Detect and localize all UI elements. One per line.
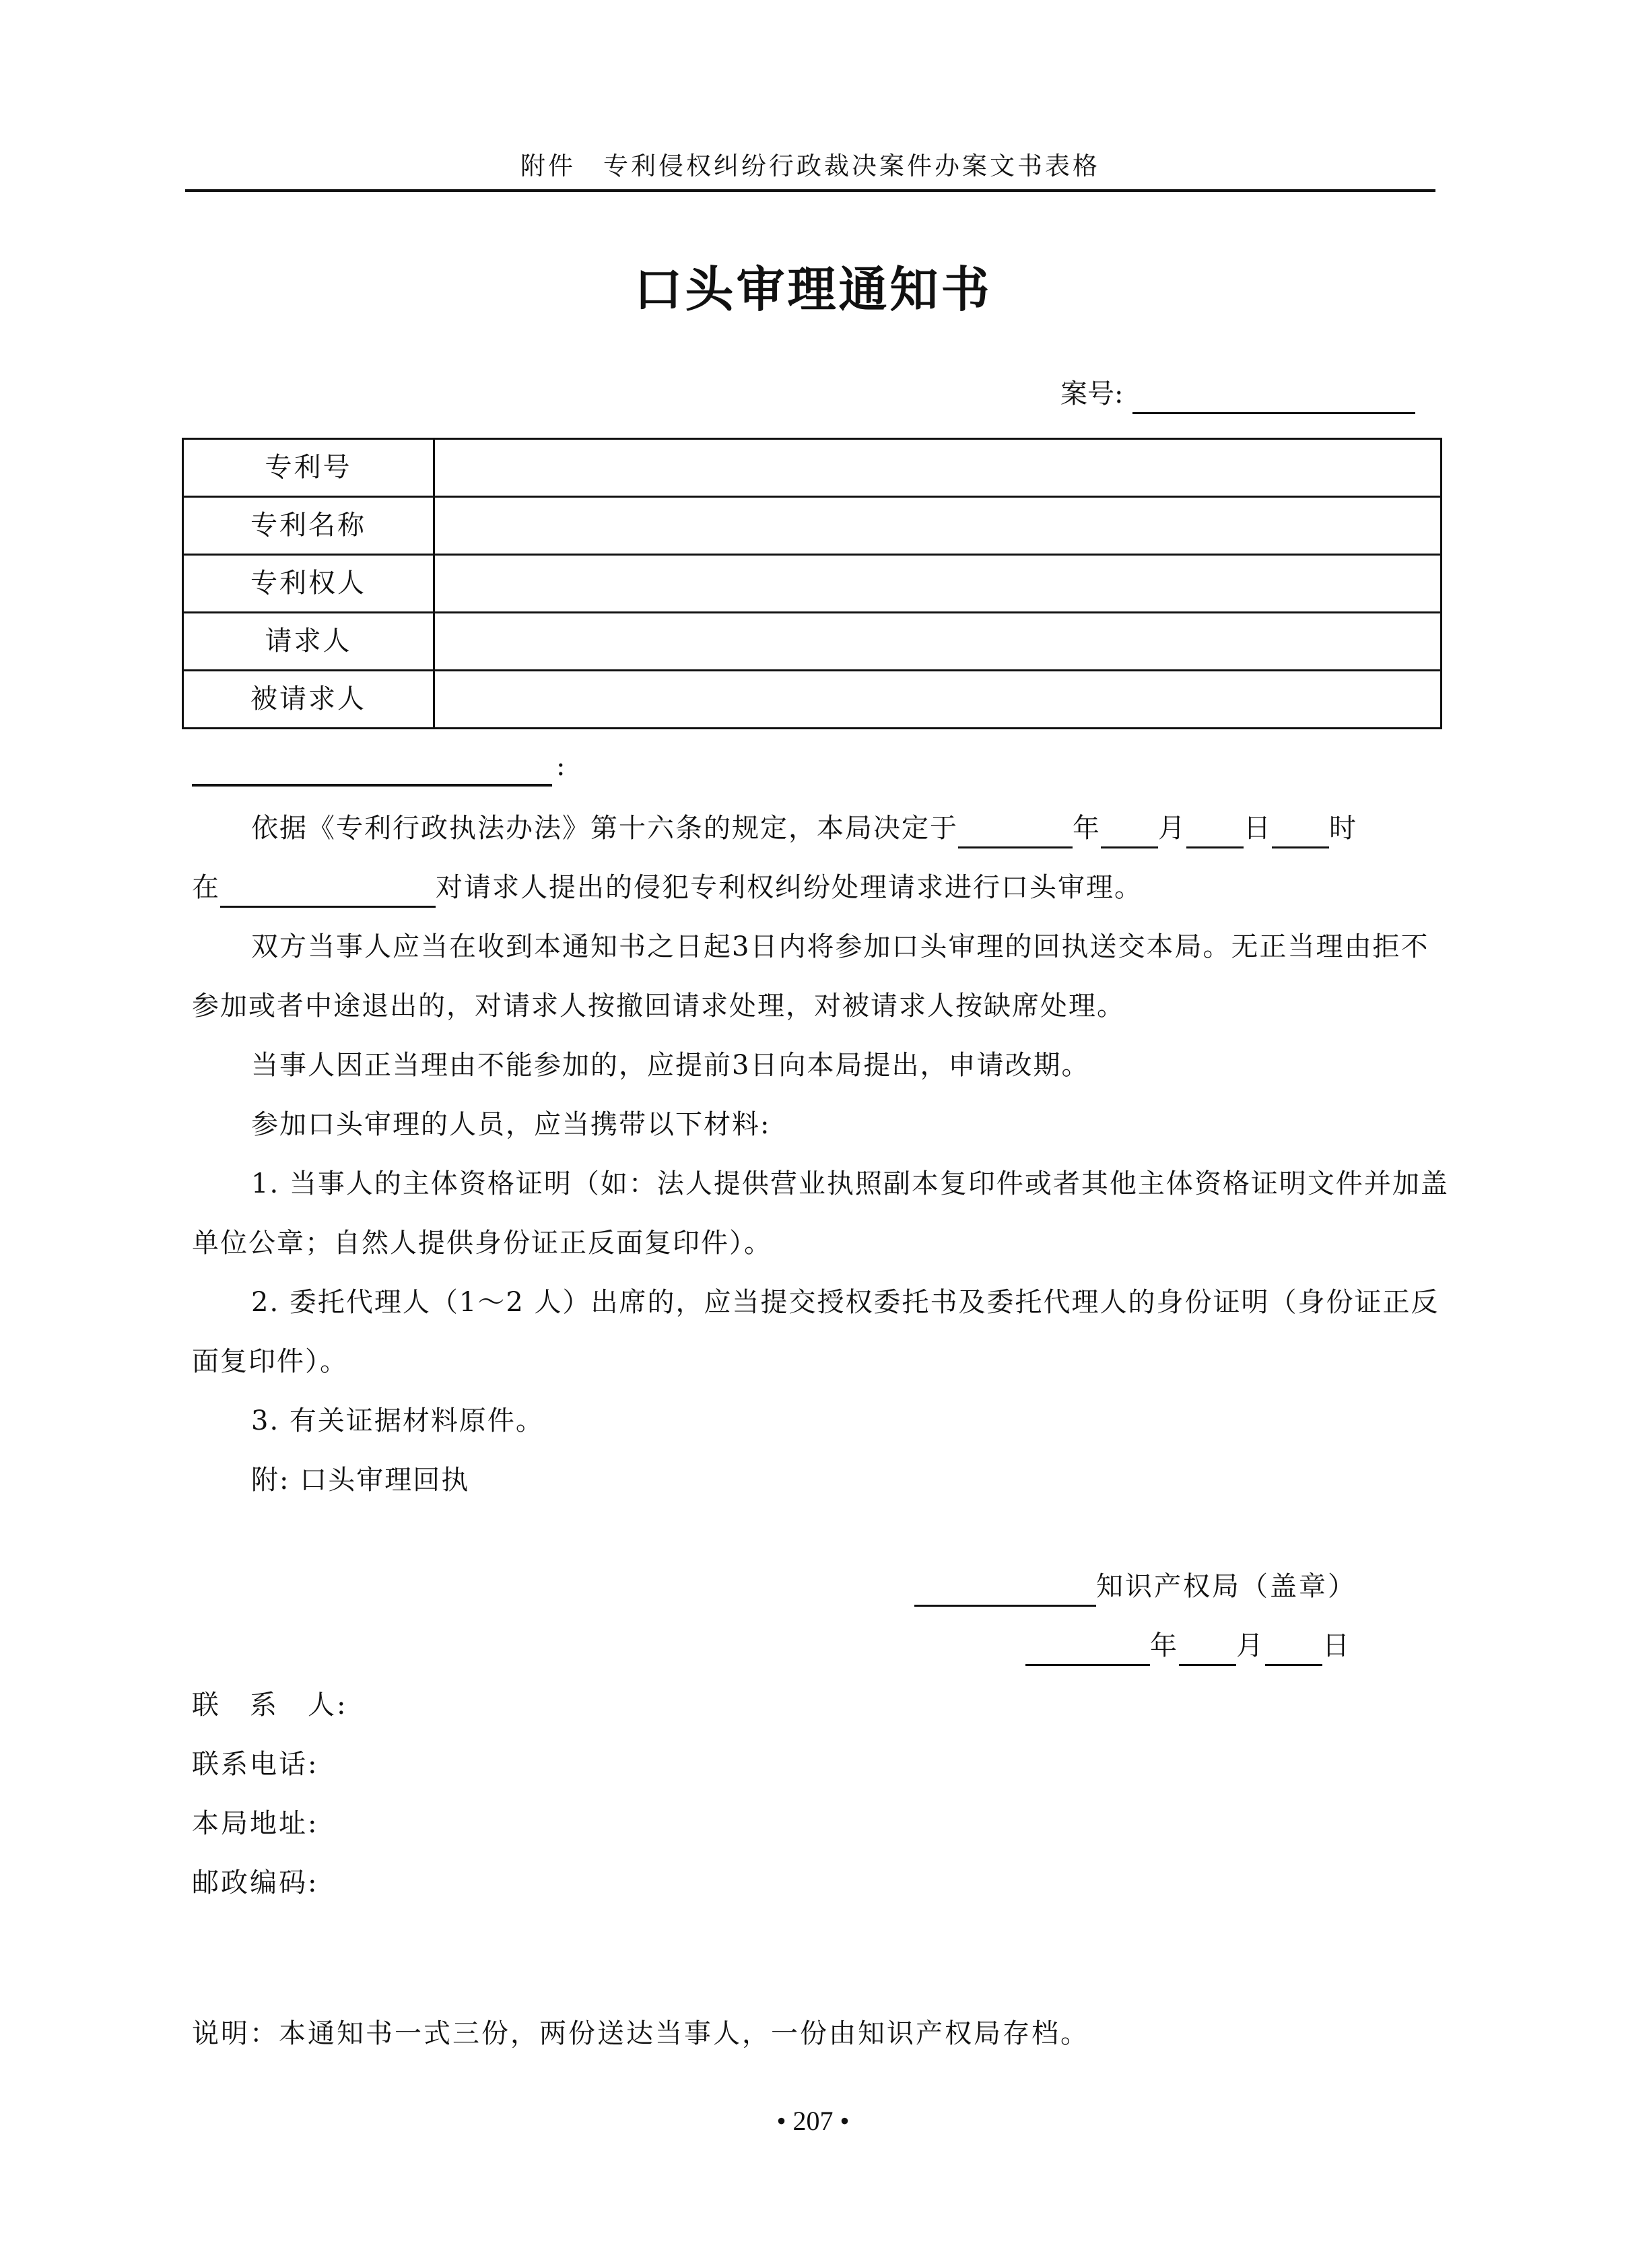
paragraph-text: 对请求人提出的侵犯专利权纠纷处理请求进行口头审理。 [436,872,1143,903]
attachment-line: 附: 口头审理回执 [251,1465,470,1496]
row-label-patent-no: 专利号 [183,439,434,497]
list-item-3: 3. 有关证据材料原件。 [251,1405,544,1436]
office-address: 本局地址: [192,1808,319,1839]
page-number: • 207 • [776,2106,850,2136]
contact-phone: 联系电话: [192,1749,319,1780]
case-number-label: 案号: [1060,378,1124,409]
footnote: 说明：本通知书一式三份，两份送达当事人，一份由知识产权局存档。 [192,2018,1089,2049]
addressee [192,746,565,787]
row-label-respondent: 被请求人 [183,671,434,729]
table-row [183,671,1442,729]
addressee-field[interactable] [192,752,552,787]
location-prefix: 在 [192,872,220,903]
sign-month-label: 月 [1236,1630,1265,1661]
row-value-respondent[interactable] [434,671,1442,729]
sign-day-field[interactable] [1265,1633,1322,1666]
list-item-2-line-1: 2. 委托代理人（1～2 人）出席的，应当提交授权委托书及委托代理人的身份证明（身份证正反 [251,1287,1439,1318]
paragraph-4: 参加口头审理的人员，应当携带以下材料: [251,1109,771,1140]
list-item-2-line-2: 面复印件）。 [192,1346,348,1377]
paragraph-text: 依据《专利行政执法办法》第十六条的规定，本局决定于 [251,813,958,844]
hour-label: 时 [1329,813,1357,844]
row-value-requester[interactable] [434,613,1442,671]
row-label-patent-name: 专利名称 [183,497,434,555]
row-value-patent-no[interactable] [434,439,1442,497]
month-label: 月 [1158,813,1186,844]
signature-date [1025,1626,1351,1666]
office-label: 知识产权局（盖章） [1096,1571,1357,1602]
sign-month-field[interactable] [1179,1633,1236,1666]
row-value-patent-name[interactable] [434,497,1442,555]
header-divider [185,189,1435,192]
sign-year-field[interactable] [1025,1633,1150,1666]
paragraph-3: 当事人因正当理由不能参加的，应提前3日向本局提出，申请改期。 [251,1050,1090,1081]
document-title: 口头审理通知书 [634,261,992,318]
postal-code: 邮政编码: [192,1867,319,1898]
year-label: 年 [1073,813,1101,844]
case-number-field[interactable] [1132,382,1415,414]
blank-location[interactable] [220,875,436,908]
addressee-colon: : [556,751,566,782]
table-row [183,555,1442,613]
table-row [183,613,1442,671]
sign-year-label: 年 [1150,1630,1179,1661]
case-number [1060,374,1415,414]
sign-day-label: 日 [1322,1630,1351,1661]
list-item-1-line-2: 单位公章；自然人提供身份证正反面复印件）。 [192,1228,772,1259]
row-value-patentee[interactable] [434,555,1442,613]
paragraph-1-line-2 [192,867,1434,908]
list-item-1-line-1: 1. 当事人的主体资格证明（如：法人提供营业执照副本复印件或者其他主体资格证明文件并加盖 [251,1168,1449,1199]
blank-month[interactable] [1101,815,1158,848]
blank-day[interactable] [1186,815,1244,848]
row-label-requester: 请求人 [183,613,434,671]
paragraph-2-line-1: 双方当事人应当在收到本通知书之日起3日内将参加口头审理的回执送交本局。无正当理由拒不 [251,931,1429,962]
running-header: 附件 专利侵权纠纷行政裁决案件办案文书表格 [520,152,1100,180]
day-label: 日 [1244,813,1272,844]
paragraph-2-line-2: 参加或者中途退出的，对请求人按撤回请求处理，对被请求人按缺席处理。 [192,991,1125,1022]
paragraph-1-line-1 [192,808,1434,848]
table-row [183,497,1442,555]
contact-person: 联 系 人: [192,1690,348,1721]
case-info-table [182,438,1442,729]
table-row [183,439,1442,497]
blank-hour[interactable] [1272,815,1329,848]
issuing-office [914,1566,1357,1607]
blank-year[interactable] [958,815,1073,848]
row-label-patentee: 专利权人 [183,555,434,613]
office-name-field[interactable] [914,1574,1096,1607]
